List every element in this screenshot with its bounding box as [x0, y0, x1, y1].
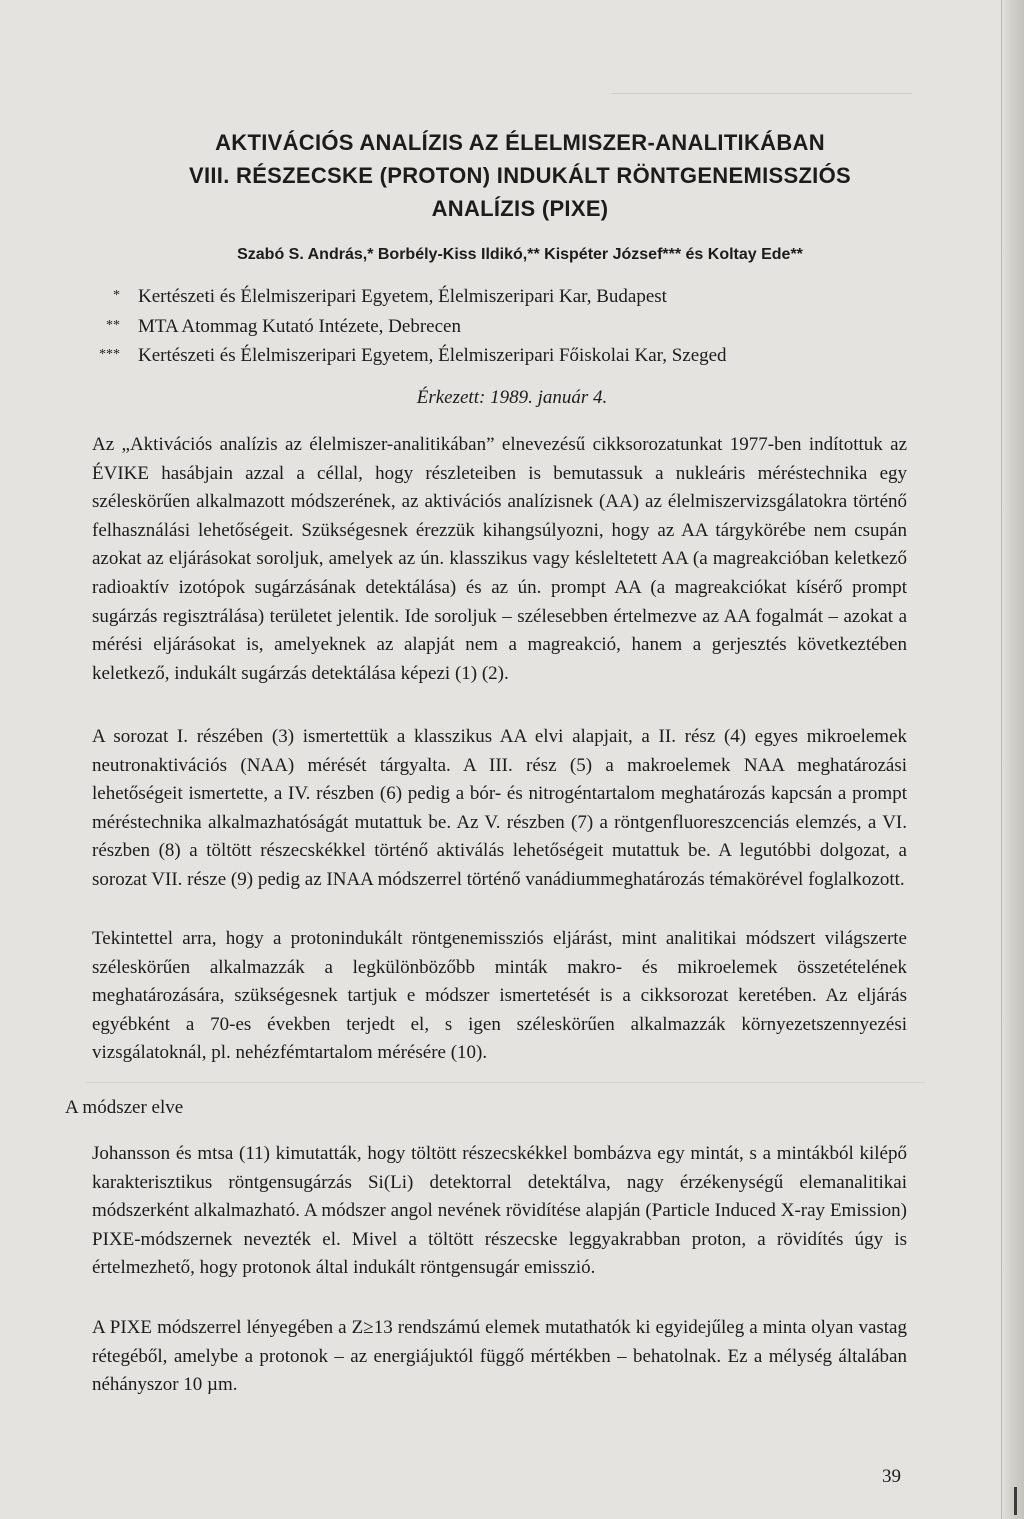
- body-paragraph-5: A PIXE módszerrel lényegében a Z≥13 rendszámú elemek mutathatók ki egyidejűleg a minta olyan vastag rétegéből, amelybe a protonok – az energiájuktól függő mértékben – behatolnak. Ez a mélység általában néhányszor 10 µm.: [92, 1317, 907, 1396]
- scan-artifact-line: [85, 1082, 925, 1083]
- section-heading: A módszer elve: [65, 1097, 184, 1118]
- page-number: 39: [882, 1466, 901, 1487]
- affiliation-3: [70, 345, 727, 367]
- affiliation-marker: *: [113, 288, 120, 303]
- page-edge-shadow: [1000, 0, 1024, 1519]
- author-list: Szabó S. András,* Borbély-Kiss Ildikó,** Kispéter József*** és Koltay Ede**: [237, 246, 803, 263]
- title-line-3: ANALÍZIS (PIXE): [431, 196, 609, 221]
- scan-artifact-line: [612, 93, 912, 94]
- affiliation-text: Kertészeti és Élelmiszeripari Egyetem, Élelmiszeripari Főiskolai Kar, Szeged: [138, 345, 727, 366]
- affiliation-2: [70, 316, 461, 338]
- affiliation-text: MTA Atommag Kutató Intézete, Debrecen: [138, 316, 461, 337]
- affiliation-1: [70, 286, 667, 308]
- affiliation-marker: **: [106, 318, 120, 333]
- title-line-1: AKTIVÁCIÓS ANALÍZIS AZ ÉLELMISZER-ANALITIKÁBAN: [215, 130, 825, 155]
- page-edge-mark: [1014, 1487, 1017, 1515]
- body-paragraph-1: Az „Aktivációs analízis az élelmiszer-analitikában” elnevezésű cikksorozatunkat 1977-ben indítottuk az ÉVIKE hasábjain azzal a céllal, hogy részleteiben is bemutassuk a nukleáris méréstechnika egy széleskörűen alkalmazott módszerének, az aktivációs analízisnek (AA) az élelmiszervizsgálatokra történő felhasználási lehetőségeit. Szükségesnek érezzük kihangsúlyozni, hogy az AA tárgykörébe nem csupán azokat az eljárásokat soroljuk, amelyek az ún. klasszikus vagy késleltetett AA (a magreakcióban keletkező radioaktív izotópok sugárzásának detektálása) és az ún. prompt AA (a magreakciókat kísérő prompt sugárzás regisztrálása) területet jelentik. Ide soroljuk – szélesebben értelmezve az AA fogalmát – azokat a mérési eljárásokat is, amelyeknek az alapját nem a magreakció, hanem a gerjesztés következtében keletkező, indukált sugárzás detektálása képezi (1) (2).: [92, 434, 907, 684]
- title-line-2: VIII. RÉSZECSKE (PROTON) INDUKÁLT RÖNTGENEMISSZIÓS: [188, 163, 851, 188]
- body-paragraph-3: Tekintettel arra, hogy a protonindukált röntgenemissziós eljárást, mint analitikai módszert világszerte széleskörűen alkalmazzák a legkülönbözőbb minták makro- és mikroelemek összetételének meghatározására, szükségesnek tartjuk e módszer ismertetését is a cikksorozat keretében. Az eljárás egyébként a 70-es években terjedt el, s igen széleskörűen alkalmazzák környezetszennyezési vizsgálatoknál, pl. nehézfémtartalom mérésére (10).: [92, 928, 907, 1064]
- received-date: Érkezett: 1989. január 4.: [416, 387, 608, 408]
- body-paragraph-4: Johansson és mtsa (11) kimutatták, hogy töltött részecskékkel bombázva egy mintát, s a mintákból kilépő karakterisztikus röntgensugárzás Si(Li) detektorral detektálva, nagy érzékenységű elemanalitikai módszerként alkalmazható. A módszer angol nevének rövidítése alapján (Particle Induced X-ray Emission) PIXE-módszernek nevezték el. Mivel a töltött részecske leggyakrabban proton, a rövidítés úgy is értelmezhető, hogy protonok által indukált röntgensugár emisszió.: [92, 1143, 907, 1279]
- page-edge-line: [1001, 0, 1002, 1519]
- affiliation-marker: ***: [99, 347, 120, 362]
- body-paragraph-2: A sorozat I. részében (3) ismertettük a klasszikus AA elvi alapjait, a II. rész (4) egyes mikroelemek neutronaktivációs (NAA) mérését tárgyalta. A III. rész (5) a makroelemek NAA meghatározási lehetőségeit ismertette, a IV. részben (6) pedig a bór- és nitrogéntartalom meghatározás kapcsán a prompt méréstechnika alkalmazhatóságát mutattuk be. Az V. részben (7) a röntgenfluoreszcenciás elemzés, a VI. részben (8) a töltött részecskékkel történő aktiválás lehetőségeit mutattuk be. A legutóbbi dolgozat, a sorozat VII. része (9) pedig az INAA módszerrel történő vanádiummeghatározás témakörével foglalkozott.: [92, 726, 907, 890]
- affiliation-text: Kertészeti és Élelmiszeripari Egyetem, Élelmiszeripari Kar, Budapest: [138, 286, 667, 307]
